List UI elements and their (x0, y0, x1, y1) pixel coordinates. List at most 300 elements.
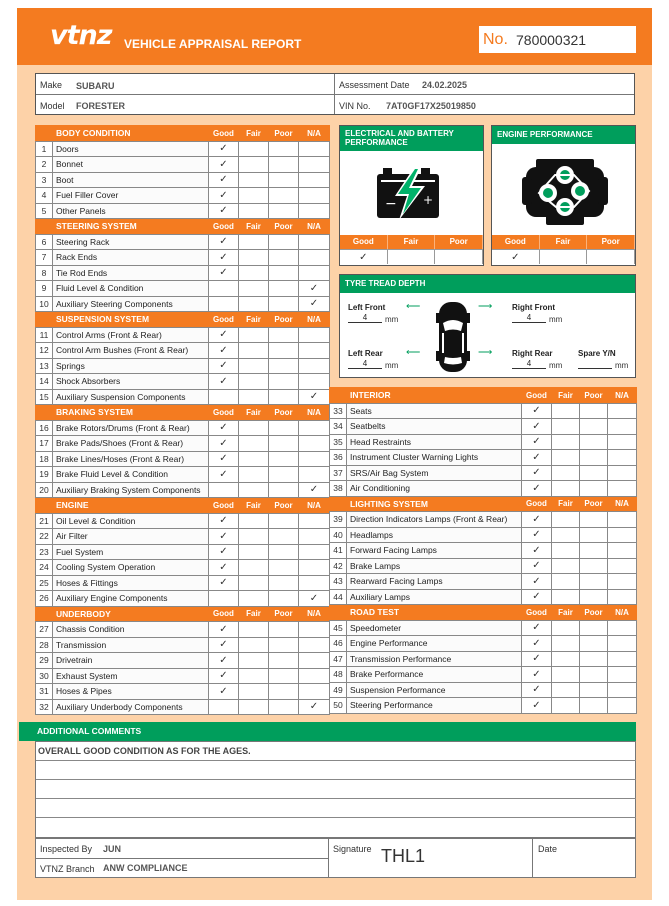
rating-poor-cell[interactable] (269, 529, 299, 545)
rating-fair-cell[interactable] (552, 574, 580, 590)
rating-poor-cell[interactable] (269, 668, 299, 684)
rating-good-cell[interactable]: ✓ (209, 622, 239, 638)
rating-good-cell[interactable]: ✓ (209, 544, 239, 560)
rating-good-cell[interactable]: ✓ (522, 403, 552, 419)
rating-fair-cell[interactable] (239, 637, 269, 653)
rating-good-cell[interactable]: ✓ (522, 450, 552, 466)
rating-fair-cell[interactable] (239, 699, 269, 715)
item-number: 20 (36, 482, 53, 498)
rating-fair-cell[interactable] (239, 467, 269, 483)
rating-good-cell[interactable]: ✓ (209, 575, 239, 591)
rating-na-cell[interactable] (299, 668, 330, 684)
item-label: Brake Fluid Level & Condition (53, 467, 209, 483)
rating-good-cell[interactable]: ✓ (209, 436, 239, 452)
item-label: Brake Pads/Shoes (Front & Rear) (53, 436, 209, 452)
rating-fair-cell[interactable] (239, 188, 269, 204)
rating-poor-cell[interactable] (269, 374, 299, 390)
item-label: Exhaust System (53, 668, 209, 684)
left-front-label: Left Front (348, 303, 386, 312)
rating-good-cell[interactable]: ✓ (209, 358, 239, 374)
item-label: Auxiliary Underbody Components (53, 699, 209, 715)
rating-poor-cell[interactable] (580, 434, 608, 450)
rating-good-cell[interactable]: ✓ (522, 419, 552, 435)
rating-poor-cell[interactable] (580, 589, 608, 605)
rating-na-cell[interactable]: ✓ (299, 699, 330, 715)
checklist-row (330, 543, 637, 559)
rating-poor-cell[interactable] (269, 203, 299, 219)
rating-good-cell[interactable]: ✓ (209, 451, 239, 467)
rating-fair-cell[interactable] (552, 636, 580, 652)
rating-good-cell[interactable] (209, 699, 239, 715)
checklist-row (36, 157, 330, 173)
rating-na-cell[interactable] (608, 682, 637, 698)
item-label: Brake Performance (347, 667, 522, 683)
item-label: Direction Indicators Lamps (Front & Rear) (347, 512, 522, 528)
report-title: VEHICLE APPRAISAL REPORT (124, 37, 302, 51)
rating-na-cell[interactable] (299, 234, 330, 250)
checklist-row (36, 188, 330, 204)
rating-fair-cell[interactable] (239, 684, 269, 700)
rating-poor-cell[interactable] (269, 188, 299, 204)
item-number: 26 (36, 591, 53, 607)
column-header: Fair (239, 126, 269, 142)
rating-fair-cell[interactable] (552, 434, 580, 450)
rating-fair-cell[interactable] (239, 591, 269, 607)
rating-fair-cell[interactable] (239, 420, 269, 436)
rating-poor-cell[interactable] (269, 467, 299, 483)
rating-na-cell[interactable] (608, 667, 637, 683)
rating-good-cell[interactable]: ✓ (209, 234, 239, 250)
model-label: Model (40, 101, 65, 111)
rating-na-cell[interactable] (608, 481, 637, 497)
rating-na-cell[interactable] (299, 560, 330, 576)
item-label: Other Panels (53, 203, 209, 219)
left-rear-label: Left Rear (348, 349, 383, 358)
rating-poor-cell[interactable] (269, 575, 299, 591)
section-title: ROAD TEST (347, 605, 522, 621)
rating-na-cell[interactable] (299, 343, 330, 359)
rating-good-cell[interactable] (209, 482, 239, 498)
rating-poor-cell[interactable] (580, 450, 608, 466)
rating-na-cell[interactable] (608, 512, 637, 528)
item-label: Seats (347, 403, 522, 419)
rating-good-cell[interactable]: ✓ (209, 157, 239, 173)
rating-fair-cell[interactable] (552, 465, 580, 481)
rating-na-cell[interactable] (608, 434, 637, 450)
column-header: N/A (608, 605, 637, 621)
item-label: Auxiliary Engine Components (53, 591, 209, 607)
column-header: N/A (299, 219, 330, 235)
rating-na-cell[interactable] (299, 250, 330, 266)
item-label: Head Restraints (347, 434, 522, 450)
rating-poor-cell[interactable] (269, 436, 299, 452)
rating-na-cell[interactable] (299, 327, 330, 343)
rating-na-cell[interactable] (299, 684, 330, 700)
branch-label: VTNZ Branch (40, 864, 95, 874)
rating-good-cell[interactable]: ✓ (209, 684, 239, 700)
electrical-panel (339, 125, 484, 266)
rating-fair-cell[interactable] (239, 343, 269, 359)
rating-good-cell[interactable]: ✓ (209, 374, 239, 390)
rating-poor-cell[interactable] (269, 265, 299, 281)
rating-na-cell[interactable] (608, 465, 637, 481)
rating-fair-cell[interactable] (239, 560, 269, 576)
assessment-date-value: 24.02.2025 (422, 80, 468, 90)
rating-poor-cell[interactable] (269, 591, 299, 607)
column-header: N/A (299, 405, 330, 421)
battery-icon (377, 166, 443, 220)
rating-na-cell[interactable]: ✓ (299, 296, 330, 312)
item-label: Suspension Performance (347, 682, 522, 698)
rating-good-cell[interactable]: ✓ (209, 653, 239, 669)
rating-poor-cell[interactable] (580, 403, 608, 419)
column-header: Poor (580, 605, 608, 621)
rating-poor-cell[interactable] (269, 157, 299, 173)
rating-na-cell[interactable] (608, 450, 637, 466)
item-label: Headlamps (347, 527, 522, 543)
rating-good-cell[interactable] (209, 296, 239, 312)
section-title: STEERING SYSTEM (53, 219, 209, 235)
rating-poor-cell[interactable] (580, 558, 608, 574)
item-number: 25 (36, 575, 53, 591)
item-label: Fuel System (53, 544, 209, 560)
rating-good-cell[interactable]: ✓ (209, 637, 239, 653)
rating-fair-cell[interactable] (239, 482, 269, 498)
rating-good-cell[interactable]: ✓ (522, 589, 552, 605)
rating-fair-cell[interactable] (552, 512, 580, 528)
item-label: Fuel Filler Cover (53, 188, 209, 204)
rating-fair-cell[interactable] (239, 281, 269, 297)
column-header: N/A (608, 388, 637, 404)
engine-icon (522, 153, 608, 227)
tyre-tread-title: TYRE TREAD DEPTH (340, 275, 635, 293)
rating-good-cell[interactable]: ✓ (522, 527, 552, 543)
rating-good-cell[interactable]: ✓ (209, 513, 239, 529)
column-header: Poor (269, 126, 299, 142)
checklist-row (36, 234, 330, 250)
item-label: Auxiliary Suspension Components (53, 389, 209, 405)
rating-fair-cell[interactable] (239, 653, 269, 669)
rating-poor-cell[interactable] (580, 543, 608, 559)
electrical-rating-values: ✓ (340, 249, 483, 264)
checklist-row (36, 172, 330, 188)
rating-good-cell[interactable]: ✓ (522, 682, 552, 698)
column-header: Good (522, 605, 552, 621)
rating-fair-cell[interactable] (552, 698, 580, 714)
rating-na-cell[interactable] (299, 451, 330, 467)
rating-fair-cell[interactable] (552, 682, 580, 698)
rating-na-cell[interactable] (608, 636, 637, 652)
vehicle-info (35, 73, 635, 115)
rating-good-cell[interactable] (209, 389, 239, 405)
rating-poor-cell[interactable] (269, 544, 299, 560)
item-number: 33 (330, 403, 347, 419)
rating-poor-cell[interactable] (269, 296, 299, 312)
section-header (330, 605, 637, 621)
item-number: 10 (36, 296, 53, 312)
rating-fair-cell[interactable] (552, 667, 580, 683)
rating-good-cell[interactable]: ✓ (522, 620, 552, 636)
rating-fair-cell[interactable] (239, 157, 269, 173)
report-number: 780000321 (516, 32, 587, 48)
rating-na-cell[interactable] (299, 575, 330, 591)
rating-fair-cell[interactable] (239, 374, 269, 390)
rating-poor-cell[interactable] (269, 482, 299, 498)
rating-na-cell[interactable] (299, 467, 330, 483)
rating-fair-cell[interactable] (239, 141, 269, 157)
rating-good-cell[interactable]: ✓ (522, 698, 552, 714)
rating-na-cell[interactable] (299, 544, 330, 560)
rating-na-cell[interactable] (299, 172, 330, 188)
rating-poor-cell[interactable] (269, 513, 299, 529)
rating-na-cell[interactable] (299, 358, 330, 374)
rating-poor-cell[interactable] (269, 699, 299, 715)
rating-fair-cell[interactable] (239, 172, 269, 188)
item-label: Instrument Cluster Warning Lights (347, 450, 522, 466)
checklist-row (36, 265, 330, 281)
rating-good-cell[interactable]: ✓ (522, 465, 552, 481)
rating-fair-cell[interactable] (552, 543, 580, 559)
rating-na-cell[interactable] (299, 420, 330, 436)
rating-fair-cell[interactable] (239, 575, 269, 591)
rating-na-cell[interactable] (299, 436, 330, 452)
rating-good-cell[interactable]: ✓ (209, 529, 239, 545)
rating-fair-cell[interactable] (239, 389, 269, 405)
rating-na-cell[interactable] (608, 403, 637, 419)
checklist-row (330, 682, 637, 698)
checklist-row (330, 558, 637, 574)
checklist-row (330, 589, 637, 605)
rating-na-cell[interactable] (608, 698, 637, 714)
item-number: 2 (36, 157, 53, 173)
rating-poor-cell[interactable] (580, 465, 608, 481)
column-header: Good (209, 312, 239, 328)
checklist-row (36, 544, 330, 560)
rating-poor-cell[interactable] (269, 343, 299, 359)
rating-good-cell[interactable]: ✓ (522, 481, 552, 497)
item-number: 11 (36, 327, 53, 343)
rating-poor-cell[interactable] (580, 419, 608, 435)
inspected-by-value: JUN (103, 844, 122, 854)
rating-fair-cell[interactable] (239, 513, 269, 529)
rating-fair-cell[interactable] (552, 558, 580, 574)
rating-good-cell[interactable]: ✓ (209, 420, 239, 436)
column-header: Poor (269, 498, 299, 514)
rating-na-cell[interactable] (299, 529, 330, 545)
report-header (17, 8, 652, 65)
rating-fair-cell[interactable] (552, 527, 580, 543)
rating-na-cell[interactable] (299, 157, 330, 173)
rating-poor-cell[interactable] (269, 281, 299, 297)
right-rear-arrow-icon: ⟶ (478, 347, 493, 358)
rating-poor-cell[interactable] (580, 512, 608, 528)
rating-poor-cell[interactable] (269, 234, 299, 250)
rating-poor-cell[interactable] (580, 620, 608, 636)
rating-fair-cell[interactable] (239, 265, 269, 281)
rating-fair-cell[interactable] (552, 481, 580, 497)
rating-poor-cell[interactable] (269, 451, 299, 467)
item-number: 1 (36, 141, 53, 157)
rating-fair-cell[interactable] (239, 544, 269, 560)
rating-fair-cell[interactable] (239, 436, 269, 452)
rating-good-cell[interactable]: ✓ (209, 560, 239, 576)
item-number: 46 (330, 636, 347, 652)
comment-text: OVERALL GOOD CONDITION AS FOR THE AGES. (38, 746, 251, 756)
rating-fair-cell[interactable] (239, 327, 269, 343)
rating-poor-cell[interactable] (580, 636, 608, 652)
rating-na-cell[interactable] (299, 188, 330, 204)
rating-poor-cell[interactable] (269, 653, 299, 669)
column-header: Fair (239, 312, 269, 328)
column-header: Poor (269, 219, 299, 235)
rating-good-cell[interactable]: ✓ (209, 172, 239, 188)
item-label: Bonnet (53, 157, 209, 173)
rating-na-cell[interactable] (299, 203, 330, 219)
rating-fair-cell[interactable] (239, 529, 269, 545)
rating-good-cell[interactable]: ✓ (209, 250, 239, 266)
checklist-row (330, 481, 637, 497)
rating-fair-cell[interactable] (239, 451, 269, 467)
rating-na-cell[interactable] (608, 419, 637, 435)
item-label: Transmission Performance (347, 651, 522, 667)
rating-fair-cell[interactable] (552, 403, 580, 419)
rating-na-cell[interactable]: ✓ (299, 281, 330, 297)
rating-good-cell[interactable]: ✓ (209, 343, 239, 359)
rating-na-cell[interactable] (299, 653, 330, 669)
item-label: Cooling System Operation (53, 560, 209, 576)
rating-fair-cell[interactable] (552, 620, 580, 636)
rating-poor-cell[interactable] (269, 358, 299, 374)
rating-poor-cell[interactable] (269, 622, 299, 638)
item-number: 9 (36, 281, 53, 297)
rating-poor-cell[interactable] (269, 560, 299, 576)
rating-na-cell[interactable] (299, 141, 330, 157)
rating-poor-cell[interactable] (269, 141, 299, 157)
rating-poor-cell[interactable] (580, 527, 608, 543)
rating-fair-cell[interactable] (239, 234, 269, 250)
rating-good-cell[interactable] (209, 281, 239, 297)
rating-good-cell[interactable]: ✓ (522, 558, 552, 574)
rating-fair-cell[interactable] (552, 419, 580, 435)
item-label: Springs (53, 358, 209, 374)
item-label: Rearward Facing Lamps (347, 574, 522, 590)
column-header: Fair (239, 606, 269, 622)
rating-fair-cell[interactable] (239, 203, 269, 219)
rating-poor-cell[interactable] (580, 574, 608, 590)
rating-good-cell[interactable]: ✓ (209, 203, 239, 219)
section-header (330, 388, 637, 404)
rating-poor-cell[interactable] (580, 698, 608, 714)
rating-na-cell[interactable] (608, 543, 637, 559)
rating-good-cell[interactable]: ✓ (209, 265, 239, 281)
item-label: Drivetrain (53, 653, 209, 669)
checklist-row (36, 358, 330, 374)
item-label: Control Arms (Front & Rear) (53, 327, 209, 343)
checklist-row (330, 667, 637, 683)
svg-text:−: − (385, 196, 397, 212)
rating-na-cell[interactable]: ✓ (299, 591, 330, 607)
rating-na-cell[interactable] (299, 513, 330, 529)
item-number: 37 (330, 465, 347, 481)
rating-na-cell[interactable] (608, 574, 637, 590)
rating-good-cell[interactable]: ✓ (209, 467, 239, 483)
rating-na-cell[interactable] (608, 589, 637, 605)
checklist-row (36, 637, 330, 653)
section-title: BODY CONDITION (53, 126, 209, 142)
rating-good-cell[interactable]: ✓ (522, 434, 552, 450)
rating-poor-cell[interactable] (580, 651, 608, 667)
rating-good-cell[interactable]: ✓ (522, 574, 552, 590)
rating-fair-cell[interactable] (239, 358, 269, 374)
rating-na-cell[interactable] (299, 622, 330, 638)
rating-poor-cell[interactable] (269, 389, 299, 405)
rating-good-cell[interactable]: ✓ (522, 667, 552, 683)
rating-poor-cell[interactable] (269, 172, 299, 188)
item-number: 47 (330, 651, 347, 667)
rating-poor-cell[interactable] (269, 327, 299, 343)
checklist-row (36, 513, 330, 529)
rating-na-cell[interactable] (299, 637, 330, 653)
rating-good-cell[interactable]: ✓ (209, 188, 239, 204)
rating-na-cell[interactable] (608, 651, 637, 667)
rating-na-cell[interactable] (299, 374, 330, 390)
item-label: Steering Performance (347, 698, 522, 714)
rating-good-cell[interactable]: ✓ (209, 327, 239, 343)
item-number: 36 (330, 450, 347, 466)
vin-label: VIN No. (339, 101, 371, 111)
column-header: Fair (239, 219, 269, 235)
rating-poor-cell[interactable] (269, 420, 299, 436)
rating-good-cell[interactable]: ✓ (209, 668, 239, 684)
checklist-row (36, 529, 330, 545)
rating-good-cell[interactable]: ✓ (209, 141, 239, 157)
rating-na-cell[interactable] (299, 265, 330, 281)
inspected-by-label: Inspected By (40, 844, 93, 854)
rating-poor-cell[interactable] (269, 250, 299, 266)
rating-fair-cell[interactable] (239, 250, 269, 266)
rating-poor-cell[interactable] (580, 481, 608, 497)
rating-good-cell[interactable]: ✓ (522, 651, 552, 667)
item-number: 5 (36, 203, 53, 219)
item-number: 48 (330, 667, 347, 683)
rating-fair-cell[interactable] (552, 651, 580, 667)
rating-good-cell[interactable]: ✓ (522, 543, 552, 559)
rating-fair-cell[interactable] (552, 450, 580, 466)
item-number: 38 (330, 481, 347, 497)
rating-good-cell[interactable]: ✓ (522, 512, 552, 528)
rating-fair-cell[interactable] (239, 668, 269, 684)
rating-na-cell[interactable]: ✓ (299, 482, 330, 498)
rating-fair-cell[interactable] (552, 589, 580, 605)
rating-na-cell[interactable]: ✓ (299, 389, 330, 405)
checklist-row (36, 250, 330, 266)
rating-na-cell[interactable] (608, 527, 637, 543)
checklist-row (36, 668, 330, 684)
rating-fair-cell[interactable] (239, 622, 269, 638)
rating-good-cell[interactable]: ✓ (522, 636, 552, 652)
item-number: 44 (330, 589, 347, 605)
rating-poor-cell[interactable] (580, 667, 608, 683)
rating-fair-cell[interactable] (239, 296, 269, 312)
make-value: SUBARU (76, 81, 115, 91)
rating-na-cell[interactable] (608, 620, 637, 636)
rating-poor-cell[interactable] (580, 682, 608, 698)
rating-poor-cell[interactable] (269, 684, 299, 700)
rating-poor-cell[interactable] (269, 637, 299, 653)
rating-na-cell[interactable] (608, 558, 637, 574)
rating-good-cell[interactable] (209, 591, 239, 607)
column-header: Fair (552, 605, 580, 621)
